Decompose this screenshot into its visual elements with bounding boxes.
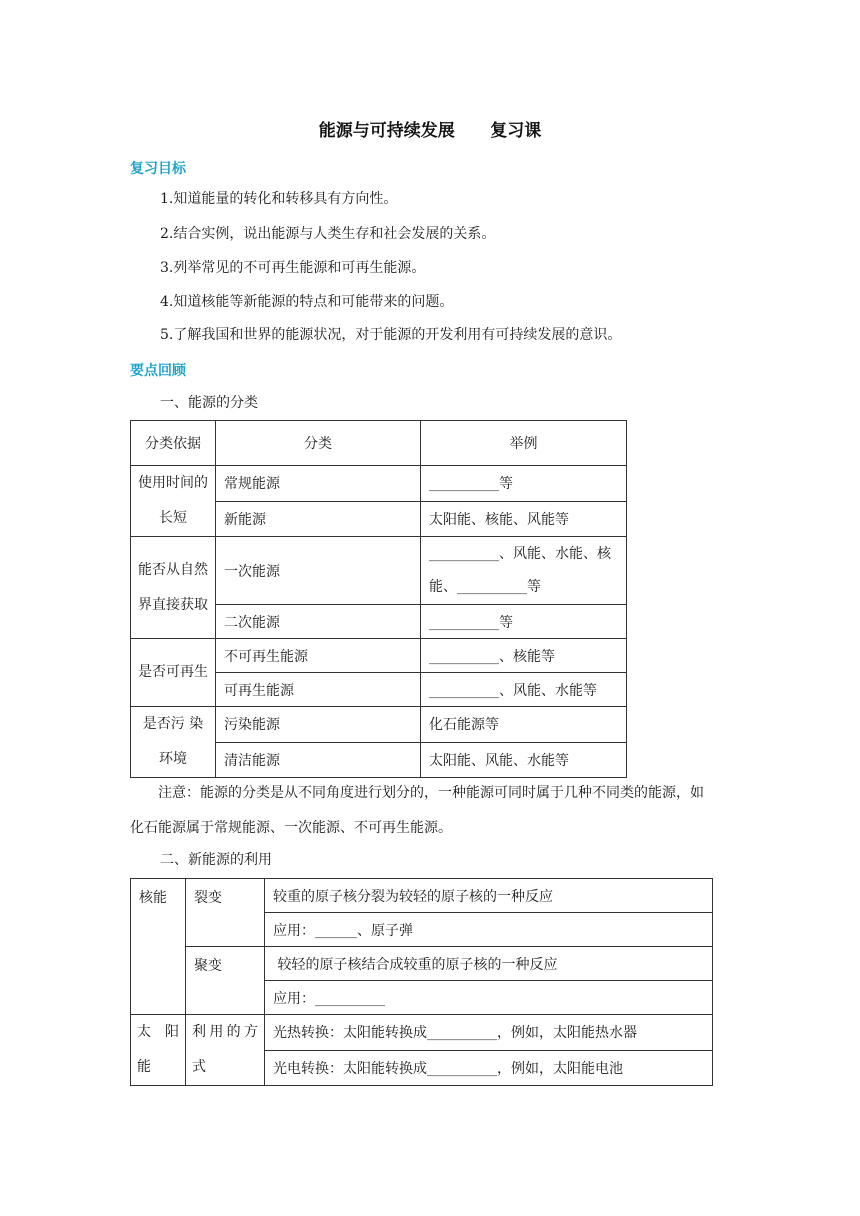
example-cell: 太阳能、风能、水能等 — [421, 742, 627, 778]
classification-basis: 使用时间的长短 — [131, 466, 216, 537]
note-paragraph: 注意：能源的分类是从不同角度进行划分的，一种能源可同时属于几种不同类的能源，如化石能源属于常规能源、一次能源、不可再生能源。 — [130, 785, 704, 836]
table-row — [131, 879, 713, 913]
example-cell: __________、核能等 — [421, 639, 627, 673]
method-line: 式 — [192, 1059, 206, 1075]
conversion-cell: 光热转换：太阳能转换成__________，例如，太阳能热水器 — [265, 1015, 713, 1051]
goal-item: 1.知道能量的转化和转移具有方向性。 — [160, 191, 398, 207]
example-cell: __________等 — [421, 466, 627, 502]
table-header: 举例 — [421, 421, 627, 466]
table-row — [131, 537, 627, 605]
description-cell: 较重的原子核分裂为较轻的原子核的一种反应 — [265, 879, 713, 913]
category-cell: 二次能源 — [216, 605, 421, 639]
example-cell: __________、风能、水能等 — [421, 673, 627, 707]
table-row — [131, 639, 627, 673]
new-energy-table — [130, 878, 713, 1086]
classification-basis: 是否污 染环境 — [131, 707, 216, 778]
table-header: 分类 — [216, 421, 421, 466]
example-cell: 太阳能、核能、风能等 — [421, 501, 627, 537]
application-cell: 应用：__________ — [265, 981, 713, 1015]
table-row — [131, 707, 627, 743]
energy-type-cell — [131, 1015, 186, 1086]
category-cell: 污染能源 — [216, 707, 421, 743]
category-cell: 清洁能源 — [216, 742, 421, 778]
example-cell: __________、风能、水能、核能、__________等 — [421, 537, 627, 605]
classification-basis: 是否可再生 — [131, 639, 216, 707]
method-line: 利用的方 — [192, 1024, 258, 1040]
classification-basis: 能否从自然界直接获取 — [131, 537, 216, 639]
table-header-row — [131, 421, 627, 466]
subsection-title: 二、新能源的利用 — [160, 852, 272, 868]
energy-type-cell: 核能 — [131, 879, 186, 1015]
table-header: 分类依据 — [131, 421, 216, 466]
category-cell: 常规能源 — [216, 466, 421, 502]
table-row — [131, 947, 713, 981]
conversion-cell: 光电转换：太阳能转换成__________，例如，太阳能电池 — [265, 1050, 713, 1086]
example-cell: __________等 — [421, 605, 627, 639]
energy-classification-table — [130, 420, 627, 778]
goals-heading: 复习目标 — [130, 161, 186, 177]
page-title: 能源与可持续发展 复习课 — [318, 121, 542, 141]
goal-item: 2.结合实例，说出能源与人类生存和社会发展的关系。 — [160, 226, 496, 242]
category-cell: 可再生能源 — [216, 673, 421, 707]
goal-item: 4.知道核能等新能源的特点和可能带来的问题。 — [160, 294, 454, 310]
subsection-title: 一、能源的分类 — [160, 395, 258, 411]
category-cell: 不可再生能源 — [216, 639, 421, 673]
description-cell: 较轻的原子核结合成较重的原子核的一种反应 — [265, 947, 713, 981]
example-cell: 化石能源等 — [421, 707, 627, 743]
reaction-type-cell: 裂变 — [186, 879, 265, 947]
goal-item: 3.列举常见的不可再生能源和可再生能源。 — [160, 260, 426, 276]
energy-type-line: 能 — [137, 1059, 151, 1075]
table-row — [131, 466, 627, 502]
table-row — [131, 1015, 713, 1051]
reaction-type-cell: 聚变 — [186, 947, 265, 1015]
method-cell — [186, 1015, 265, 1086]
category-cell: 一次能源 — [216, 537, 421, 605]
energy-type-line: 太 阳 — [137, 1024, 179, 1040]
application-cell: 应用：______、原子弹 — [265, 913, 713, 947]
category-cell: 新能源 — [216, 501, 421, 537]
review-heading: 要点回顾 — [130, 363, 186, 379]
goal-item: 5.了解我国和世界的能源状况，对于能源的开发利用有可持续发展的意识。 — [160, 327, 622, 343]
